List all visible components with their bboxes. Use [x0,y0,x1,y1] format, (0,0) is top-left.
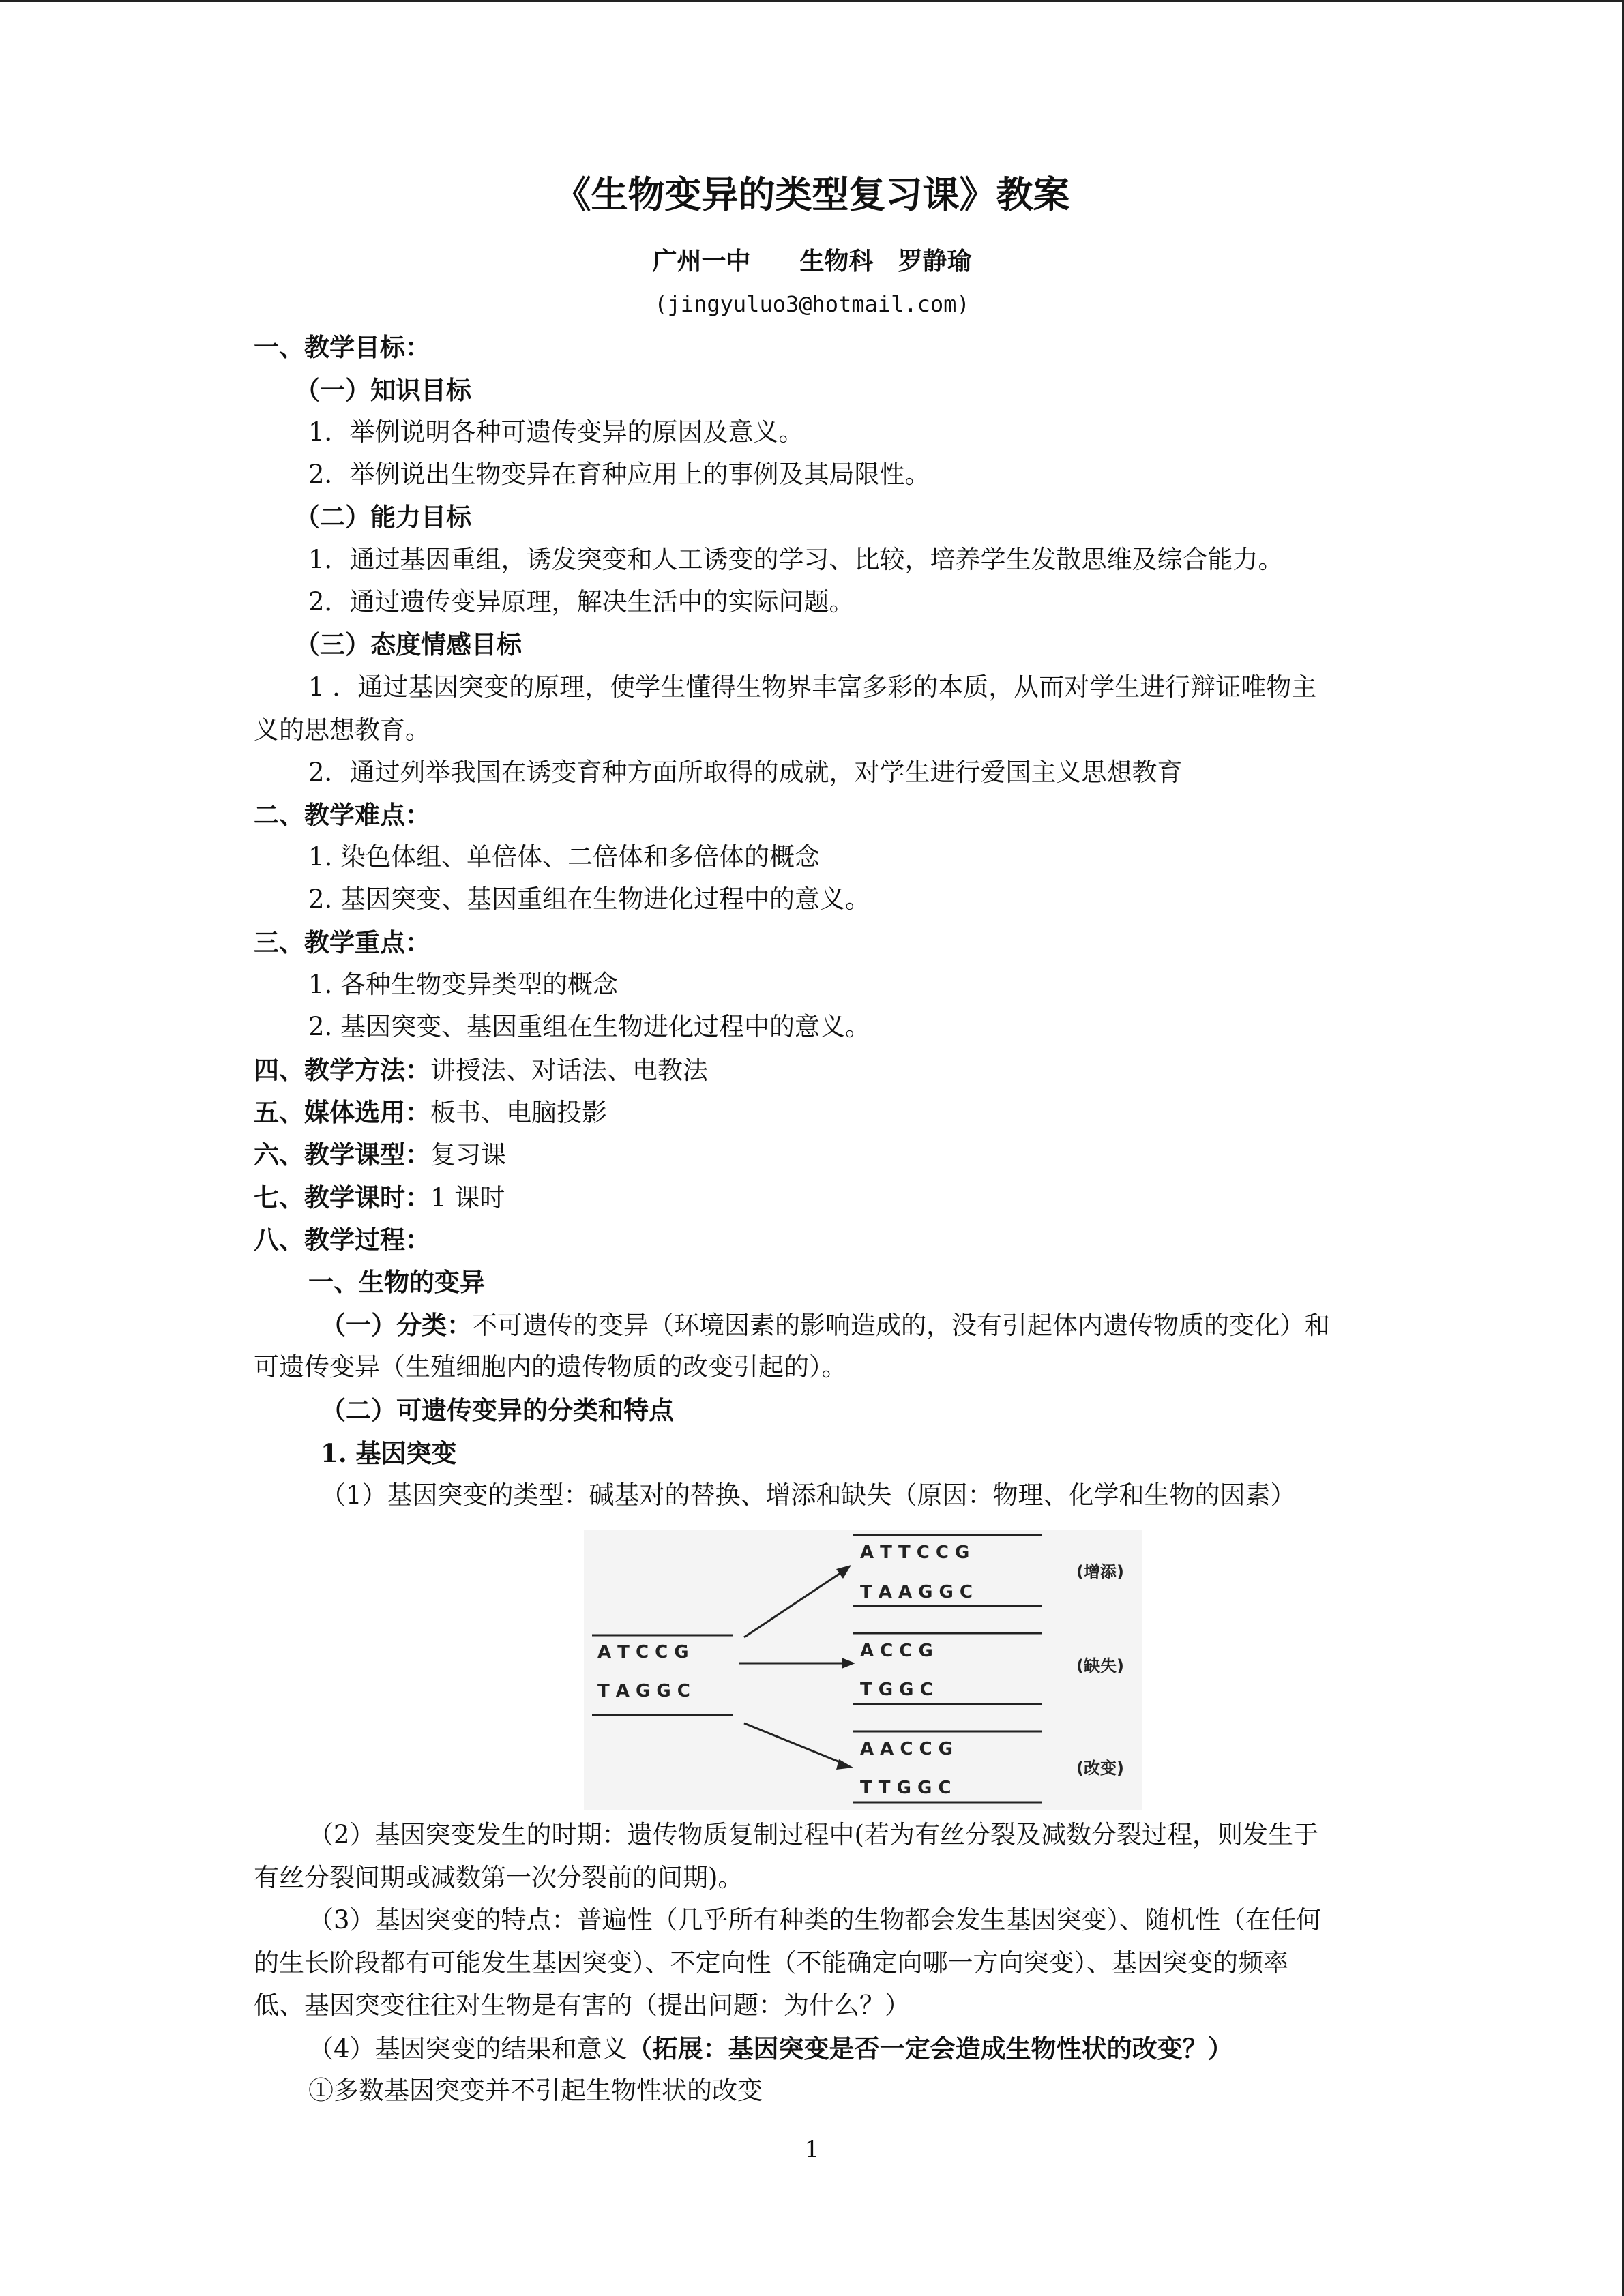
arrowhead [836,1759,853,1770]
gene-mutation-heading: 1. 基因突变 [321,1438,457,1468]
attitude-goals-heading: （三）态度情感目标 [295,629,522,659]
mutation-result-point: ①多数基因突变并不引起生物性状的改变 [308,2076,763,2105]
process-subheading: 一、生物的变异 [308,1267,485,1297]
classification-label: （一）分类： [321,1310,472,1340]
attitude-goal-item-line1: 1 ．通过基因突变的原理，使学生懂得生物界丰富多彩的本质，从而对学生进行辩证唯物主 [308,672,1317,702]
substitution-label: (改变) [1076,1759,1124,1778]
lesson-hours-label: 七、教学课时： [254,1182,430,1212]
key-point-item: 1. 各种生物变异类型的概念 [308,970,619,999]
author-email: (jingyuluo3@hotmail.com) [654,291,970,317]
ability-goal-item: 2．通过遗传变异原理，解决生活中的实际问题。 [308,587,855,616]
media-label: 五、媒体选用： [254,1097,430,1127]
knowledge-goal-item: 2．举例说出生物变异在育种应用上的事例及其局限性。 [308,460,930,489]
gene-mutation-diagram [584,1530,1142,1810]
knowledge-goal-item: 1．举例说明各种可遗传变异的原因及意义。 [308,417,804,447]
page-number: 1 [804,2136,820,2163]
arrow-to-substitution [744,1723,846,1765]
media-line [254,1095,607,1130]
deletion-bottom-bases: T G G C [860,1680,933,1700]
mutation-timing-line1: （2）基因突变发生的时期：遗传物质复制过程中(若为有丝分裂及减数分裂过程，则发生于 [308,1820,1318,1849]
page-border-top [0,0,1624,2]
arrowhead [842,1658,855,1669]
mutation-result-extension: （拓展：基因突变是否一定会造成生物性状的改变？） [627,2033,1233,2063]
methods-line [254,1053,708,1088]
attitude-goal-item: 2．通过列举我国在诱变育种方面所取得的成就，对学生进行爱国主义思想教育 [308,758,1183,787]
original-bottom-bases: T A G G C [597,1681,690,1701]
difficulty-item: 2. 基因突变、基因重组在生物进化过程中的意义。 [308,884,871,914]
substitution-top-bases: A A C C G [860,1739,953,1759]
media-value: 板书、电脑投影 [430,1098,607,1127]
methods-label: 四、教学方法： [254,1055,430,1085]
deletion-top-bases: A C C G [860,1641,933,1661]
mutation-features-line2: 的生长阶段都有可能发生基因突变）、不定向性（不能确定向哪一方向突变）、基因突变的频率 [254,1948,1288,1978]
lesson-type-value: 复习课 [430,1140,506,1169]
goals-heading: 一、教学目标： [254,332,430,362]
document-title: 《生物变异的类型复习课》教案 [554,173,1070,216]
key-point-item: 2. 基因突变、基因重组在生物进化过程中的意义。 [308,1012,871,1041]
mutation-result-line [308,2031,1233,2066]
mutation-timing-line2: 有丝分裂间期或减数第一次分裂前的间期)。 [254,1863,743,1892]
attitude-goal-item-line2: 义的思想教育。 [254,715,430,745]
difficulties-heading: 二、教学难点： [254,800,430,830]
substitution-bottom-bases: T T G G C [860,1778,951,1798]
heritable-variation-heading: （二）可遗传变异的分类和特点 [321,1395,674,1425]
deletion-label: (缺失) [1076,1656,1124,1675]
process-heading: 八、教学过程： [254,1225,430,1255]
lesson-type-line [254,1137,506,1172]
ability-goals-heading: （二）能力目标 [295,502,471,532]
knowledge-goals-heading: （一）知识目标 [295,375,471,405]
mutation-features-line1: （3）基因突变的特点：普遍性（几乎所有种类的生物都会发生基因突变）、随机性（在任何 [308,1905,1322,1935]
difficulty-item: 1. 染色体组、单倍体、二倍体和多倍体的概念 [308,842,821,871]
mutation-features-line3: 低、基因突变往往对生物是有害的（提出问题：为什么？） [254,1991,910,2020]
key-points-heading: 三、教学重点： [254,927,430,957]
author-line: 广州一中 生物科 罗静瑜 [652,247,972,275]
original-top-bases: A T C C G [597,1642,689,1663]
mutation-types-paragraph: （1）基因突变的类型：碱基对的替换、增添和缺失（原因：物理、化学和生物的因素） [321,1480,1296,1510]
mutation-result-text: （4）基因突变的结果和意义 [308,2034,628,2063]
classification-line [321,1308,1330,1343]
classification-line2: 可遗传变异（生殖细胞内的遗传物质的改变引起的）。 [254,1352,847,1382]
lesson-hours-value: 1 课时 [430,1183,505,1212]
arrowhead [836,1565,851,1579]
lesson-type-label: 六、教学课型： [254,1139,430,1169]
insertion-label: (增添) [1076,1562,1124,1581]
methods-value: 讲授法、对话法、电教法 [430,1056,708,1085]
ability-goal-item: 1．通过基因重组，诱发突变和人工诱变的学习、比较，培养学生发散思维及综合能力。 [308,545,1284,574]
lesson-hours-line [254,1180,505,1215]
insertion-bottom-bases: T A A G G C [860,1582,973,1602]
classification-text: 不可遗传的变异（环境因素的影响造成的，没有引起体内遗传物质的变化）和 [472,1311,1330,1340]
insertion-top-bases: A T T C C G [860,1542,970,1563]
arrow-to-insertion [744,1569,846,1637]
